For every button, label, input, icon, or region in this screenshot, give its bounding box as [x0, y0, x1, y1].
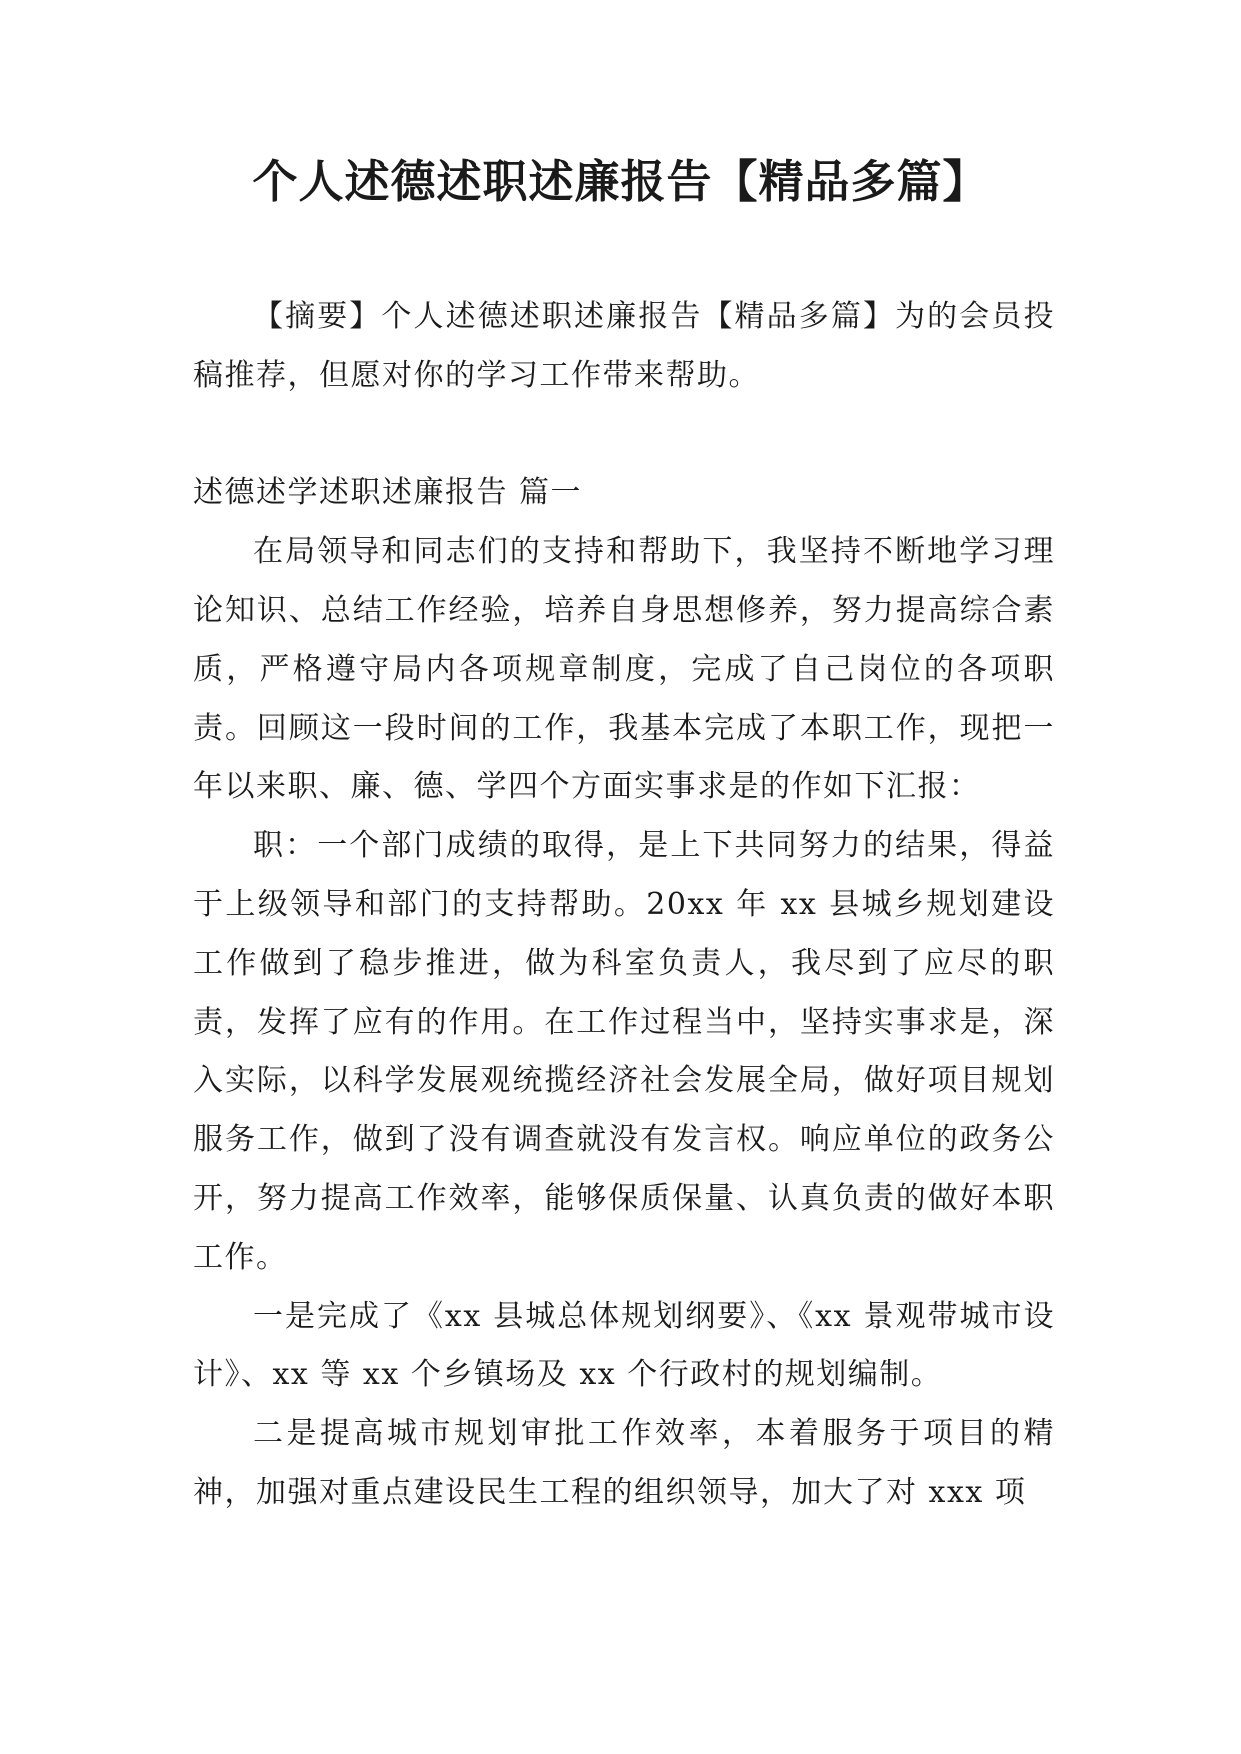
document-title: 个人述德述职述廉报告【精品多篇】 — [252, 155, 989, 208]
section-heading: 述德述学述职述廉报告 篇一 — [193, 475, 583, 511]
body-paragraph-1: 在局领导和同志们的支持和帮助下，我坚持不断地学习理论知识、总结工作经验，培养自身思想修养，努力提高综合素质，严格遵守局内各项规章制度，完成了自己岗位的各项职责。回顾这一段时间的工作，我基本完成了本职工作，现把一年以来职、廉、德、学四个方面实事求是的作如下汇报： — [193, 534, 1055, 805]
body-paragraph-3: 一是完成了《xx 县城总体规划纲要》、《xx 景观带城市设计》、xx 等 xx 个乡镇场及 xx 个行政村的规划编制。 — [193, 1298, 1055, 1393]
document-body — [193, 288, 1055, 1523]
summary-paragraph: 【摘要】个人述德述职述廉报告【精品多篇】为的会员投稿推荐，但愿对你的学习工作带来帮助。 — [193, 299, 1055, 393]
body-paragraph-2: 职：一个部门成绩的取得，是上下共同努力的结果，得益于上级领导和部门的支持帮助。20xx 年 xx 县城乡规划建设工作做到了稳步推进，做为科室负责人，我尽到了应尽的职责，发挥了应有的作用。在工作过程当中，坚持实事求是，深入实际，以科学发展观统揽经济社会发展全局，做好项目规划服务工作，做到了没有调查就没有发言权。响应单位的政务公开，努力提高工作效率，能够保质保量、认真负责的做好本职工作。 — [193, 828, 1055, 1275]
body-paragraph-4: 二是提高城市规划审批工作效率，本着服务于项目的精神，加强对重点建设民生工程的组织领导，加大了对 xxx 项 — [193, 1416, 1055, 1510]
